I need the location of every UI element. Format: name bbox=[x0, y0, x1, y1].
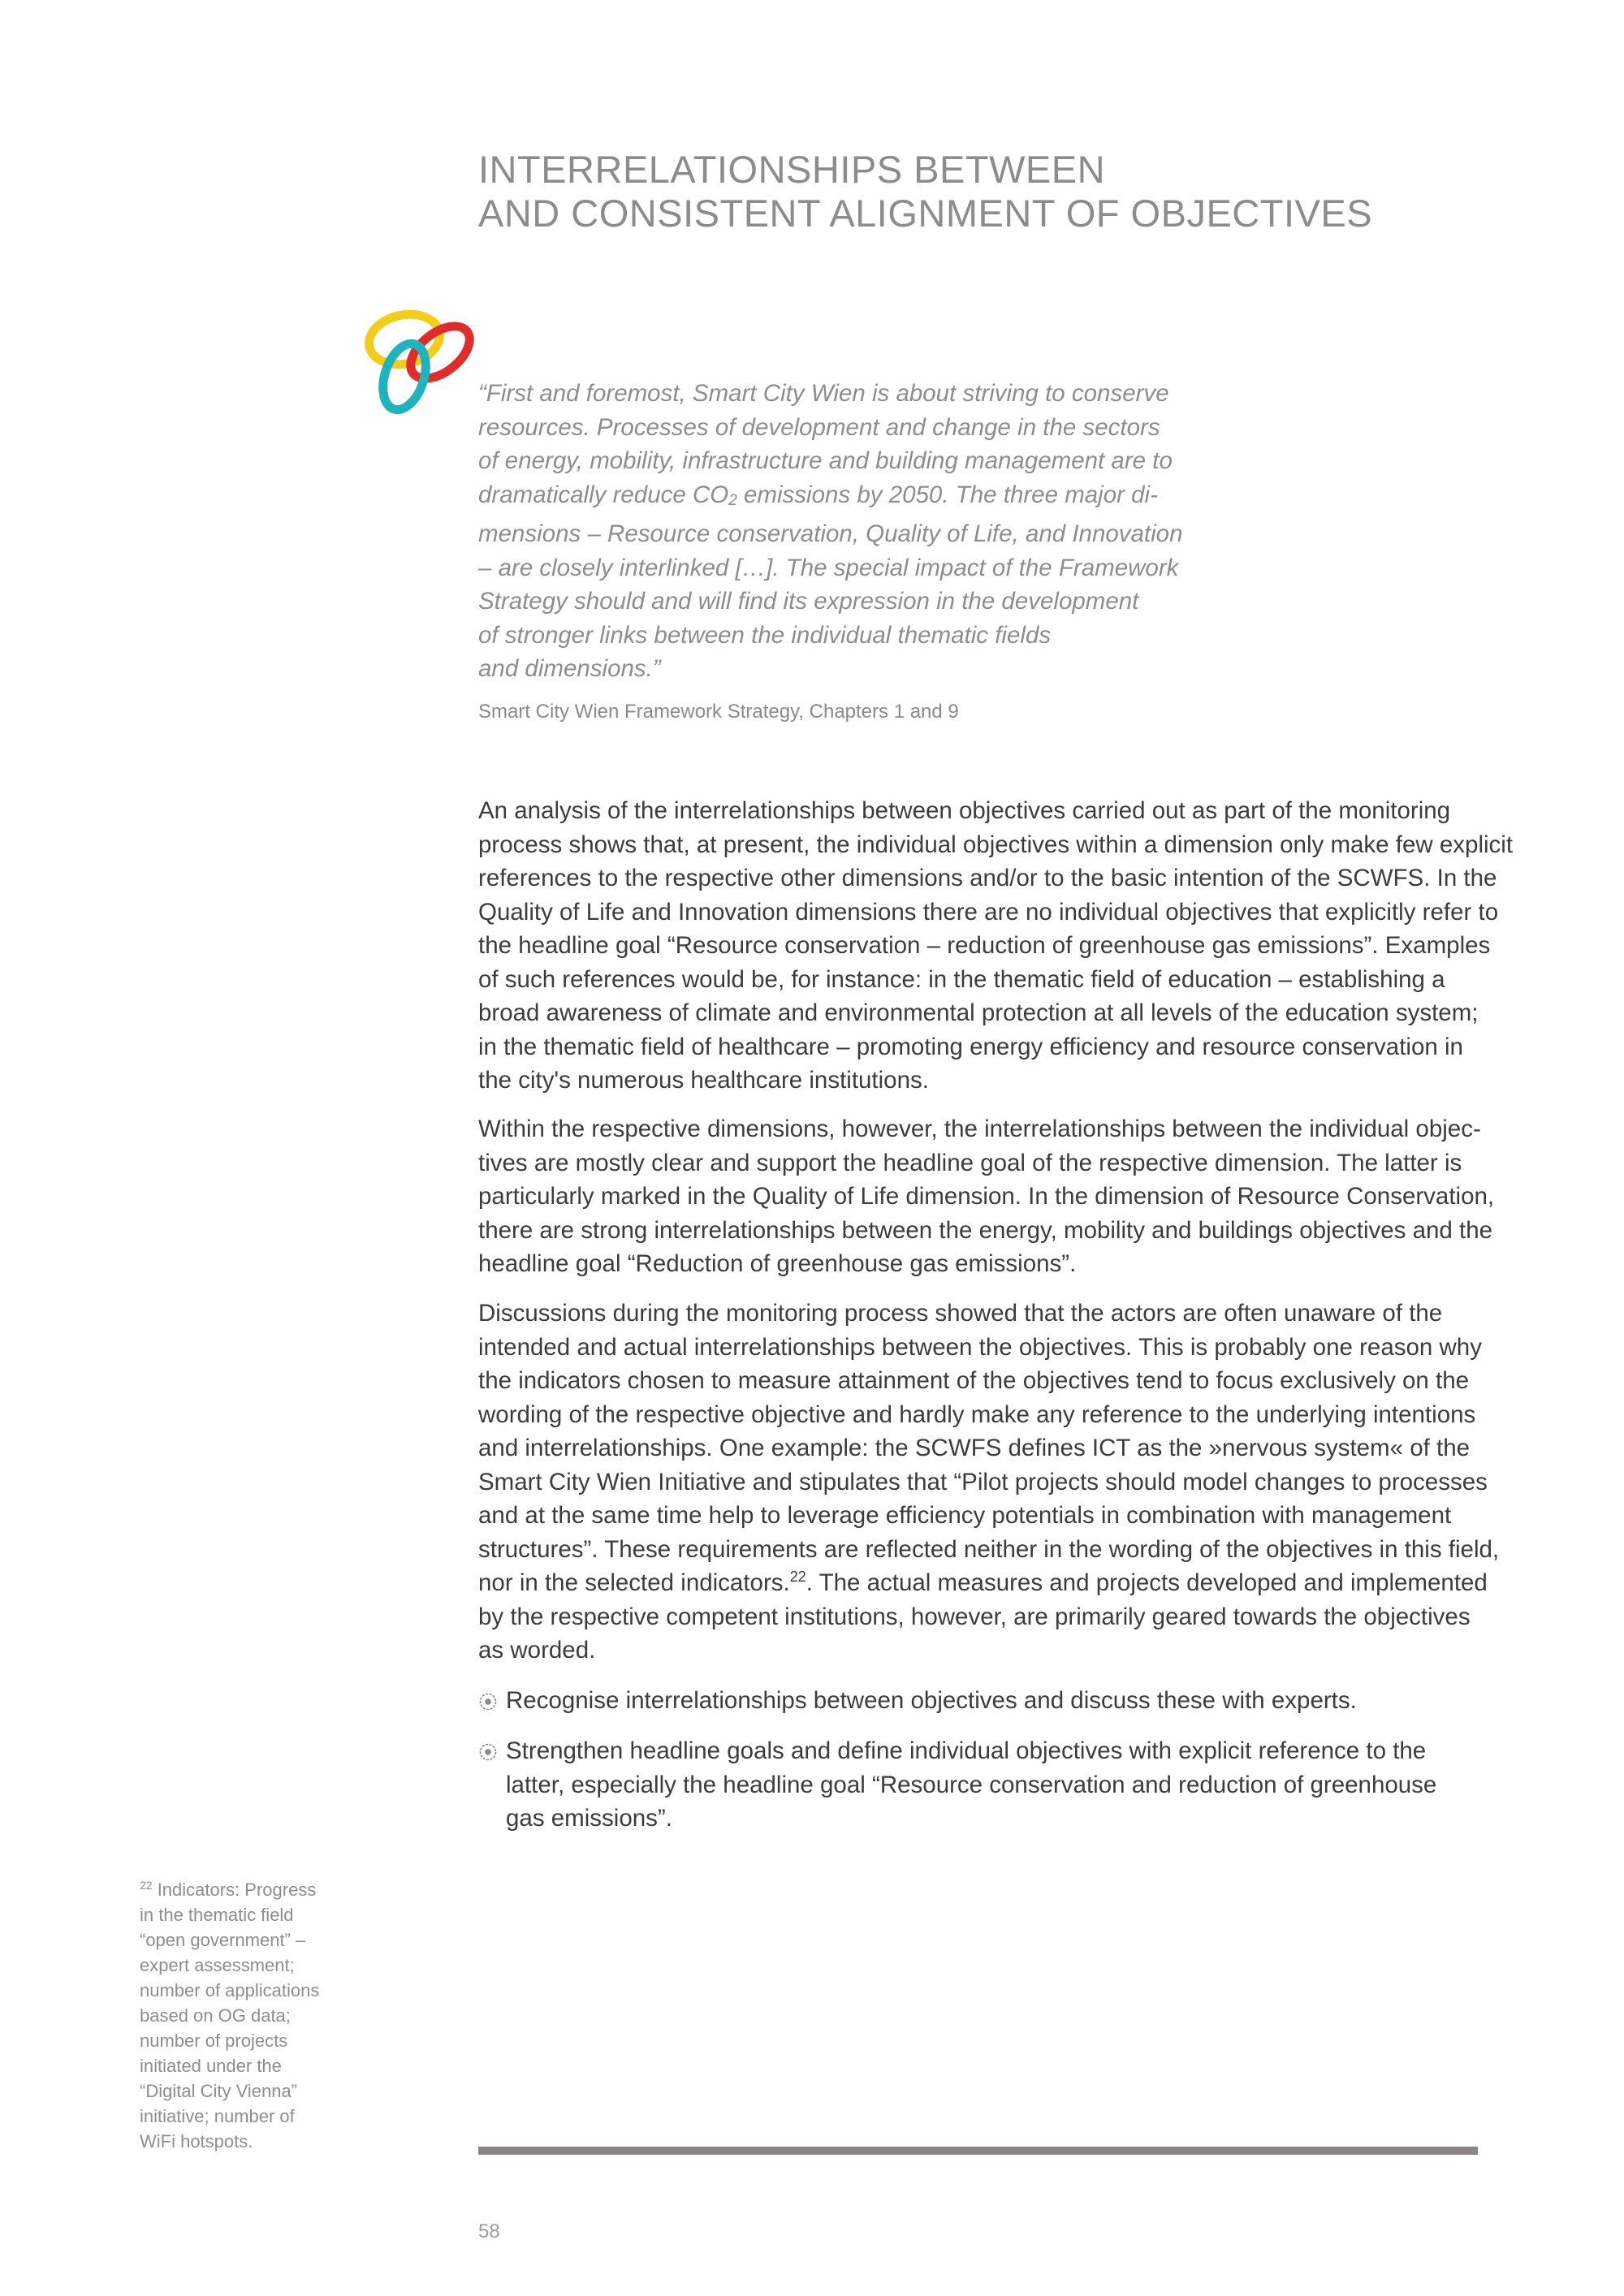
footnote-number: 22 bbox=[140, 1879, 153, 1892]
gear-bullet-icon bbox=[478, 1692, 498, 1711]
footnote-line: in the thematic field bbox=[140, 1905, 294, 1925]
page-heading bbox=[478, 148, 1534, 235]
paragraph-line: by the respective competent institutions, however, are primarily geared towards the objectives bbox=[478, 1603, 1471, 1630]
recommendation-line: latter, especially the headline goal “Resource conservation and reduction of greenhouse bbox=[506, 1771, 1437, 1798]
paragraph-line: there are strong interrelationships between the energy, mobility and buildings objectives and the bbox=[478, 1216, 1493, 1244]
quote-line: and dimensions.” bbox=[478, 655, 661, 682]
paragraph-line: in the thematic field of healthcare – promoting energy efficiency and resource conservation in bbox=[478, 1033, 1463, 1060]
smart-city-wien-rings-icon bbox=[362, 302, 484, 424]
paragraph-analysis bbox=[478, 794, 1566, 1098]
paragraph-line: the headline goal “Resource conservation – reduction of greenhouse gas emissions”. Examples bbox=[478, 932, 1491, 959]
footnote-line: initiated under the bbox=[140, 2056, 282, 2076]
paragraph-text: nor in the selected indicators. bbox=[478, 1569, 790, 1596]
paragraph-line: as worded. bbox=[478, 1637, 596, 1664]
paragraph-line: broad awareness of climate and environmental protection at all levels of the education system; bbox=[478, 999, 1479, 1026]
footnote-line: “open government” – bbox=[140, 1930, 306, 1950]
paragraph-line: Smart City Wien Initiative and stipulates that “Pilot projects should model changes to processes bbox=[478, 1468, 1488, 1495]
logo-ring-teal bbox=[375, 339, 434, 416]
framework-quote bbox=[478, 377, 1290, 686]
paragraph-dimensions bbox=[478, 1112, 1566, 1281]
quote-line: resources. Processes of development and change in the sectors bbox=[478, 413, 1160, 441]
footnote-line: expert assessment; bbox=[140, 1955, 295, 1975]
paragraph-line bbox=[478, 1566, 1566, 1600]
footnote-line: number of projects bbox=[140, 2031, 288, 2051]
footnote-22 bbox=[140, 1877, 351, 2154]
paragraph-line: Discussions during the monitoring process showed that the actors are often unaware of the bbox=[478, 1300, 1443, 1327]
paragraph-line: and interrelationships. One example: the SCWFS defines ICT as the »nervous system« of the bbox=[478, 1435, 1471, 1461]
footnote-line: “Digital City Vienna” bbox=[140, 2081, 298, 2101]
footnote-line: based on OG data; bbox=[140, 2005, 291, 2026]
section-divider bbox=[478, 2147, 1478, 2155]
quote-line bbox=[478, 478, 1290, 518]
footnote-reference[interactable]: 22 bbox=[789, 1569, 806, 1585]
quote-line: Strategy should and will find its expression in the development bbox=[478, 588, 1139, 615]
page-number: 58 bbox=[478, 2220, 500, 2242]
logo-ring-red bbox=[401, 316, 479, 389]
quote-line: “First and foremost, Smart City Wien is about striving to conserve bbox=[478, 380, 1169, 407]
heading-line-2: AND CONSISTENT ALIGNMENT OF OBJECTIVES bbox=[478, 192, 1373, 235]
paragraph-line: references to the respective other dimensions and/or to the basic intention of the SCWFS. In the bbox=[478, 865, 1497, 891]
footnote-text: Indicators: Progress bbox=[152, 1880, 317, 1900]
quote-line: of stronger links between the individual thematic fields bbox=[478, 621, 1052, 649]
footnote-line bbox=[140, 1877, 351, 1902]
paragraph-line: particularly marked in the Quality of Life dimension. In the dimension of Resource Conservation, bbox=[478, 1183, 1495, 1210]
paragraph-discussions bbox=[478, 1297, 1566, 1668]
quote-line: mensions – Resource conservation, Quality of Life, and Innovation bbox=[478, 520, 1183, 547]
quote-text: dramatically reduce CO bbox=[478, 481, 729, 508]
heading-line-1: INTERRELATIONSHIPS BETWEEN bbox=[478, 148, 1106, 191]
paragraph-line: headline goal “Reduction of greenhouse gas emissions”. bbox=[478, 1250, 1077, 1277]
paragraph-line: wording of the respective objective and hardly make any reference to the underlying intentions bbox=[478, 1400, 1476, 1428]
paragraph-line: process shows that, at present, the individual objectives within a dimension only make few explicit bbox=[478, 831, 1514, 858]
quote-line: of energy, mobility, infrastructure and building management are to bbox=[478, 447, 1173, 474]
quote-line: – are closely interlinked […]. The special impact of the Framework bbox=[478, 554, 1179, 581]
paragraph-text: . The actual measures and projects developed and implemented bbox=[806, 1569, 1488, 1596]
paragraph-line: of such references would be, for instance: in the thematic field of education – establishing a bbox=[478, 965, 1445, 993]
paragraph-line: intended and actual interrelationships between the objectives. This is probably one reason why bbox=[478, 1333, 1482, 1361]
paragraph-line: structures”. These requirements are reflected neither in the wording of the objectives in this field, bbox=[478, 1535, 1500, 1563]
logo-ring-yellow bbox=[365, 309, 445, 371]
recommendation-text bbox=[506, 1734, 1436, 1836]
paragraph-line: An analysis of the interrelationships between objectives carried out as part of the monitoring bbox=[478, 797, 1451, 824]
footnote-line: WiFi hotspots. bbox=[140, 2131, 253, 2151]
quote-source: Smart City Wien Framework Strategy, Chapters 1 and 9 bbox=[478, 701, 959, 723]
paragraph-line: tives are mostly clear and support the headline goal of the respective dimension. The latter is bbox=[478, 1149, 1462, 1176]
paragraph-line: and at the same time help to leverage efficiency potentials in combination with management bbox=[478, 1502, 1452, 1529]
subscript-two: 2 bbox=[728, 491, 737, 509]
footnote-line: number of applications bbox=[140, 1980, 320, 2000]
quote-text: emissions by 2050. The three major di- bbox=[736, 481, 1158, 508]
paragraph-line: Within the respective dimensions, however, the interrelationships between the individual objec- bbox=[478, 1116, 1481, 1142]
recommendation-text bbox=[506, 1684, 1357, 1718]
gear-bullet-icon bbox=[478, 1742, 498, 1762]
recommendation-line: gas emissions”. bbox=[506, 1805, 672, 1832]
footnote-line: initiative; number of bbox=[140, 2106, 295, 2126]
paragraph-line: the indicators chosen to measure attainment of the objectives tend to focus exclusively on the bbox=[478, 1367, 1470, 1394]
recommendation-line: Recognise interrelationships between objectives and discuss these with experts. bbox=[506, 1687, 1357, 1714]
paragraph-line: the city's numerous healthcare institutions. bbox=[478, 1067, 929, 1094]
recommendation-line: Strengthen headline goals and define individual objectives with explicit reference to the bbox=[506, 1737, 1427, 1764]
paragraph-line: Quality of Life and Innovation dimensions there are no individual objectives that explicitly refer to bbox=[478, 898, 1499, 926]
